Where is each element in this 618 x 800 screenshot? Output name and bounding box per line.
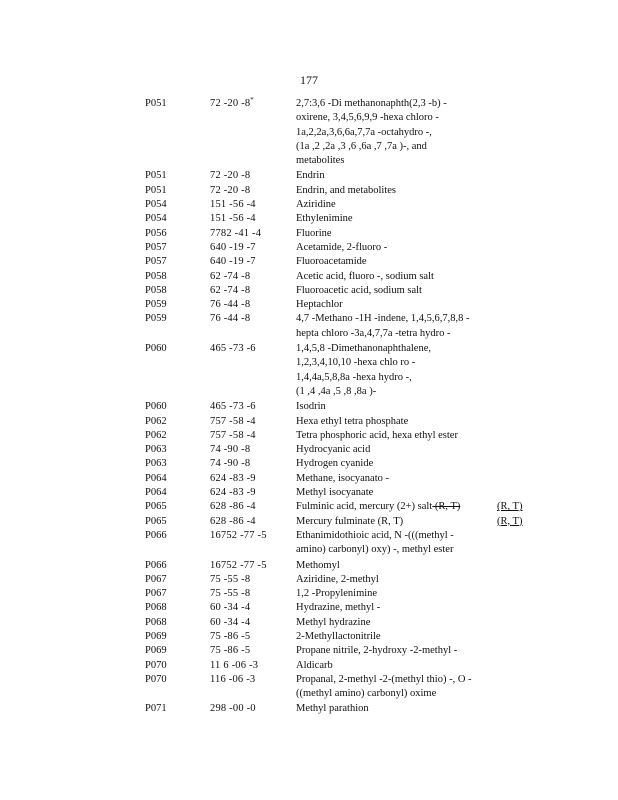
waste-code: P058 bbox=[145, 270, 167, 282]
substance-name-line: Hydrocyanic acid bbox=[296, 444, 371, 456]
substance-name bbox=[296, 616, 496, 630]
table-row bbox=[0, 573, 618, 587]
substance-name bbox=[296, 241, 496, 255]
waste-code: P051 bbox=[145, 184, 167, 196]
substance-name-line: Ethylenimine bbox=[296, 213, 353, 225]
waste-code: P062 bbox=[145, 429, 167, 441]
substance-name-line: oxirene, 3,4,5,6,9,9 -hexa chloro - bbox=[296, 112, 439, 124]
substance-name-line: Methane, isocyanato - bbox=[296, 472, 390, 484]
table-row bbox=[0, 415, 618, 429]
table-row bbox=[0, 630, 618, 644]
substance-name-line: Fluorine bbox=[296, 227, 332, 239]
cas-number: 757 -58 -4 bbox=[210, 415, 256, 427]
cas-number: 628 -86 -4 bbox=[210, 501, 256, 513]
substance-name-line: Fluoroacetamide bbox=[296, 256, 367, 268]
substance-name bbox=[296, 443, 496, 457]
waste-code: P069 bbox=[145, 645, 167, 657]
table-row bbox=[0, 500, 618, 514]
cas-number: 640 -19 -7 bbox=[210, 241, 256, 253]
cas-number: 62 -74 -8 bbox=[210, 284, 251, 296]
substance-name-line: amino) carbonyl) oxy) -, methyl ester bbox=[296, 544, 454, 556]
waste-code: P068 bbox=[145, 602, 167, 614]
substance-name-line: Hexa ethyl tetra phosphate bbox=[296, 415, 409, 427]
table-row bbox=[0, 429, 618, 443]
cas-number: 60 -34 -4 bbox=[210, 616, 251, 628]
substance-name-line: Heptachlor bbox=[296, 299, 343, 311]
substance-name bbox=[296, 184, 496, 198]
substance-name-line: 1,2,3,4,10,10 -hexa chlo ro - bbox=[296, 357, 416, 369]
waste-code: P067 bbox=[145, 573, 167, 585]
table-row bbox=[0, 659, 618, 673]
cas-number: 640 -19 -7 bbox=[210, 256, 256, 268]
waste-code: P058 bbox=[145, 284, 167, 296]
substance-name bbox=[296, 198, 496, 212]
table-row bbox=[0, 457, 618, 471]
cas-number: 116 -06 -3 bbox=[210, 673, 256, 685]
table-row bbox=[0, 515, 618, 529]
table-row bbox=[0, 241, 618, 255]
cas-number: 151 -56 -4 bbox=[210, 213, 256, 225]
table-row bbox=[0, 443, 618, 457]
substance-name-line: Mercury fulminate (R, T) bbox=[296, 515, 404, 527]
cas-number: 74 -90 -8 bbox=[210, 458, 251, 470]
table-row bbox=[0, 702, 618, 716]
substance-name-line: Tetra phosphoric acid, hexa ethyl ester bbox=[296, 429, 458, 441]
cas-number: 75 -86 -5 bbox=[210, 630, 251, 642]
substance-name-line: Isodrin bbox=[296, 401, 326, 413]
table-row bbox=[0, 97, 618, 168]
table-row bbox=[0, 212, 618, 226]
cas-number: 75 -55 -8 bbox=[210, 573, 251, 585]
cas-number: 74 -90 -8 bbox=[210, 444, 251, 456]
substance-name bbox=[296, 415, 496, 429]
waste-code: P063 bbox=[145, 444, 167, 456]
substance-name-line: Fulminic acid, mercury (2+) salt (R, T) bbox=[296, 501, 461, 513]
waste-code: P071 bbox=[145, 703, 167, 715]
substance-name-line: 1,4,5,8 -Dimethanonaphthalene, bbox=[296, 343, 432, 355]
substance-name bbox=[296, 227, 496, 241]
waste-code: P054 bbox=[145, 199, 167, 211]
substance-name-line: Acetic acid, fluoro -, sodium salt bbox=[296, 270, 434, 282]
cas-number: 628 -86 -4 bbox=[210, 515, 256, 527]
hazard-code: (R, T) bbox=[497, 501, 523, 513]
substance-name bbox=[296, 312, 496, 341]
waste-code: P060 bbox=[145, 343, 167, 355]
substance-name bbox=[296, 702, 496, 716]
substance-name bbox=[296, 673, 496, 702]
cas-number: 72 -20 -8 bbox=[210, 170, 251, 182]
cas-number: 465 -73 -6 bbox=[210, 401, 256, 413]
table-row bbox=[0, 312, 618, 341]
waste-code: P056 bbox=[145, 227, 167, 239]
waste-code: P068 bbox=[145, 616, 167, 628]
table-row bbox=[0, 198, 618, 212]
substance-name bbox=[296, 515, 496, 529]
substance-name bbox=[296, 573, 496, 587]
cas-number: 72 -20 -8 bbox=[210, 184, 251, 196]
substance-name bbox=[296, 457, 496, 471]
waste-code: P051 bbox=[145, 98, 167, 109]
waste-code: P066 bbox=[145, 559, 167, 571]
substance-name bbox=[296, 587, 496, 601]
cas-number: 465 -73 -6 bbox=[210, 343, 256, 355]
cas-number: 16752 -77 -5 bbox=[210, 529, 267, 541]
substance-name-line: 1a,2,2a,3,6,6a,7,7a -octahydro -, bbox=[296, 126, 432, 138]
cas-number: 16752 -77 -5 bbox=[210, 559, 267, 571]
substance-name bbox=[296, 500, 496, 514]
table-row bbox=[0, 227, 618, 241]
cas-number: 298 -00 -0 bbox=[210, 703, 256, 715]
substance-name bbox=[296, 342, 496, 399]
hazard-code: (R, T) bbox=[497, 515, 523, 527]
cas-number: 75 -55 -8 bbox=[210, 588, 251, 600]
table-row bbox=[0, 559, 618, 573]
page-number: 177 bbox=[300, 73, 318, 87]
hazardous-waste-table bbox=[0, 97, 618, 717]
table-row bbox=[0, 400, 618, 414]
substance-name-line: Methyl isocyanate bbox=[296, 487, 374, 499]
table-row bbox=[0, 270, 618, 284]
substance-name-line: (1 ,4 ,4a ,5 ,8 ,8a )- bbox=[296, 385, 377, 397]
substance-name-line: Aziridine, 2-methyl bbox=[296, 573, 379, 585]
substance-name-line: 2-Methyllactonitrile bbox=[296, 630, 381, 642]
waste-code: P057 bbox=[145, 241, 167, 253]
substance-name bbox=[296, 529, 496, 558]
substance-name-line: Propane nitrile, 2-hydroxy -2-methyl - bbox=[296, 645, 458, 657]
substance-name-line: Hydrogen cyanide bbox=[296, 458, 374, 470]
cas-number: 7782 -41 -4 bbox=[210, 227, 262, 239]
substance-name bbox=[296, 255, 496, 269]
substance-name bbox=[296, 601, 496, 615]
table-row bbox=[0, 644, 618, 658]
substance-name-line: Propanal, 2-methyl -2-(methyl thio) -, O - bbox=[296, 673, 472, 685]
substance-name-line: (1a ,2 ,2a ,3 ,6 ,6a ,7 ,7a )-, and bbox=[296, 140, 427, 152]
table-row bbox=[0, 587, 618, 601]
substance-name bbox=[296, 270, 496, 284]
waste-code: P070 bbox=[145, 659, 167, 671]
substance-name bbox=[296, 644, 496, 658]
waste-code: P066 bbox=[145, 529, 167, 541]
cas-number: 75 -86 -5 bbox=[210, 645, 251, 657]
substance-name bbox=[296, 630, 496, 644]
table-row bbox=[0, 601, 618, 615]
cas-number: 624 -83 -9 bbox=[210, 487, 256, 499]
substance-name-line: 4,7 -Methano -1H -indene, 1,4,5,6,7,8,8 - bbox=[296, 313, 470, 325]
substance-name-line: Ethanimidothioic acid, N -(((methyl - bbox=[296, 529, 454, 541]
table-row bbox=[0, 342, 618, 399]
substance-name bbox=[296, 429, 496, 443]
waste-code: P067 bbox=[145, 588, 167, 600]
table-row bbox=[0, 184, 618, 198]
substance-name-line: Aziridine bbox=[296, 199, 336, 211]
cas-number: 151 -56 -4 bbox=[210, 199, 256, 211]
substance-name bbox=[296, 400, 496, 414]
cas-footnote-mark: * bbox=[250, 96, 254, 104]
table-row bbox=[0, 673, 618, 702]
substance-name-line: Methyl hydrazine bbox=[296, 616, 371, 628]
waste-code: P054 bbox=[145, 213, 167, 225]
substance-name-line: 1,4,4a,5,8,8a -hexa hydro -, bbox=[296, 371, 412, 383]
substance-name bbox=[296, 169, 496, 183]
table-row bbox=[0, 284, 618, 298]
waste-code: P065 bbox=[145, 515, 167, 527]
cas-number: 624 -83 -9 bbox=[210, 472, 256, 484]
struck-hazard-code: (R, T) bbox=[432, 501, 461, 513]
substance-name-line: Aldicarb bbox=[296, 659, 333, 671]
cas-number: 76 -44 -8 bbox=[210, 313, 251, 325]
waste-code: P062 bbox=[145, 415, 167, 427]
substance-name-line: metabolites bbox=[296, 155, 345, 167]
table-row bbox=[0, 486, 618, 500]
waste-code: P059 bbox=[145, 299, 167, 311]
waste-code: P060 bbox=[145, 401, 167, 413]
table-row bbox=[0, 616, 618, 630]
substance-name-line: ((methyl amino) carbonyl) oxime bbox=[296, 688, 437, 700]
waste-code: P064 bbox=[145, 487, 167, 499]
table-row bbox=[0, 255, 618, 269]
waste-code: P064 bbox=[145, 472, 167, 484]
cas-number: 62 -74 -8 bbox=[210, 270, 251, 282]
cas-number: 76 -44 -8 bbox=[210, 299, 251, 311]
substance-name bbox=[296, 284, 496, 298]
table-row bbox=[0, 472, 618, 486]
waste-code: P065 bbox=[145, 501, 167, 513]
substance-name bbox=[296, 298, 496, 312]
substance-name bbox=[296, 472, 496, 486]
cas-number: 11 6 -06 -3 bbox=[210, 659, 259, 671]
table-row bbox=[0, 529, 618, 558]
table-row bbox=[0, 169, 618, 183]
table-row bbox=[0, 298, 618, 312]
substance-name bbox=[296, 486, 496, 500]
substance-name bbox=[296, 97, 496, 168]
cas-number: 72 -20 -8* bbox=[210, 96, 254, 109]
waste-code: P069 bbox=[145, 630, 167, 642]
cas-number: 60 -34 -4 bbox=[210, 602, 251, 614]
substance-name-line: hepta chloro -3a,4,7,7a -tetra hydro - bbox=[296, 327, 451, 339]
substance-name-line: Methyl parathion bbox=[296, 703, 369, 715]
substance-name-line: Endrin, and metabolites bbox=[296, 184, 397, 196]
substance-name-line: 2,7:3,6 -Di methanonaphth(2,3 -b) - bbox=[296, 98, 447, 109]
substance-name-line: Acetamide, 2-fluoro - bbox=[296, 241, 388, 253]
substance-name-line: 1,2 -Propylenimine bbox=[296, 588, 378, 600]
substance-name-line: Hydrazine, methyl - bbox=[296, 602, 381, 614]
substance-name bbox=[296, 559, 496, 573]
substance-name bbox=[296, 659, 496, 673]
waste-code: P057 bbox=[145, 256, 167, 268]
substance-name bbox=[296, 212, 496, 226]
substance-name-line: Endrin bbox=[296, 170, 325, 182]
waste-code: P063 bbox=[145, 458, 167, 470]
substance-name-line: Methomyl bbox=[296, 559, 340, 571]
waste-code: P051 bbox=[145, 170, 167, 182]
waste-code: P070 bbox=[145, 673, 167, 685]
cas-number: 757 -58 -4 bbox=[210, 429, 256, 441]
substance-name-line: Fluoroacetic acid, sodium salt bbox=[296, 284, 422, 296]
waste-code: P059 bbox=[145, 313, 167, 325]
